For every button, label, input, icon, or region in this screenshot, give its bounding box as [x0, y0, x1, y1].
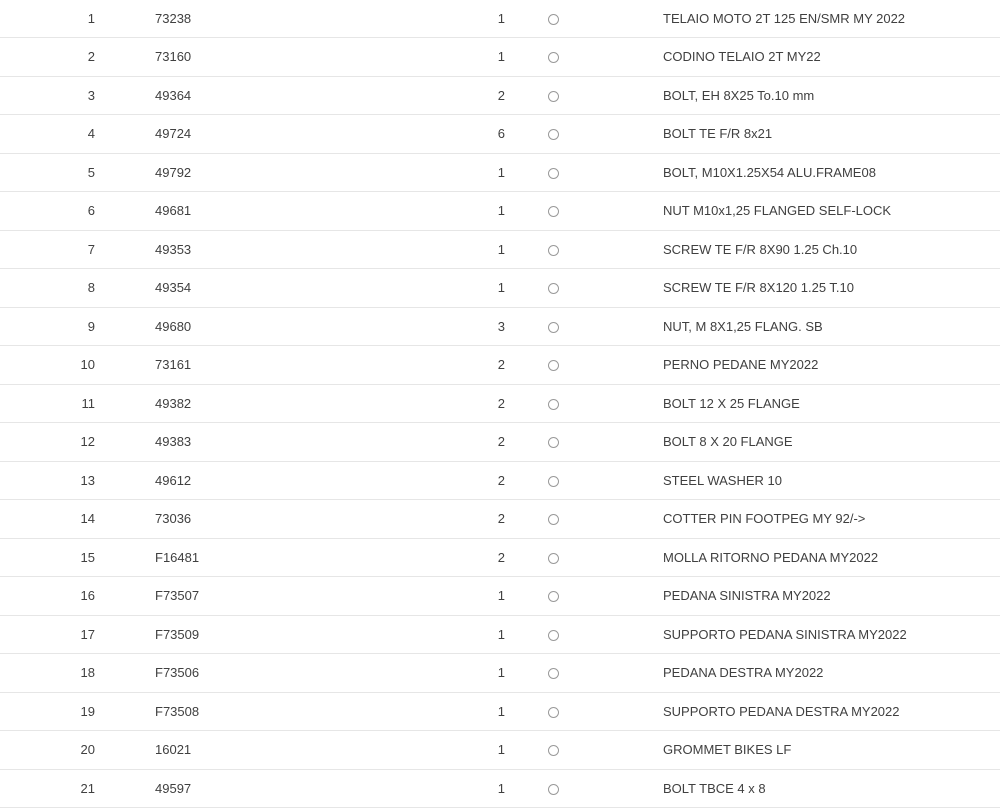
row-index: 9 [87, 318, 95, 334]
part-quantity: 1 [497, 241, 505, 257]
row-select-cell[interactable] [505, 307, 663, 346]
part-code: 49612 [155, 472, 192, 488]
row-index: 14 [80, 511, 95, 527]
table-row[interactable] [0, 654, 1000, 693]
part-quantity: 2 [497, 357, 505, 373]
part-code: F73506 [155, 665, 200, 681]
row-index: 3 [87, 87, 95, 103]
part-code: F16481 [155, 549, 200, 565]
row-index: 19 [80, 703, 95, 719]
part-description: BOLT, M10X1.25X54 ALU.FRAME08 [663, 164, 876, 180]
part-description: BOLT, EH 8X25 To.10 mm [663, 87, 815, 103]
radio-button-icon[interactable] [548, 514, 559, 525]
row-index: 10 [80, 357, 95, 373]
radio-button-icon[interactable] [548, 168, 559, 179]
row-index: 11 [81, 395, 95, 411]
part-description: COTTER PIN FOOTPEG MY 92/-> [663, 511, 866, 527]
radio-button-icon[interactable] [548, 707, 559, 718]
radio-button-icon[interactable] [548, 245, 559, 256]
radio-button-icon[interactable] [548, 283, 559, 294]
row-index: 20 [80, 742, 95, 758]
part-code: 73161 [155, 357, 192, 373]
radio-button-icon[interactable] [548, 553, 559, 564]
radio-button-icon[interactable] [548, 322, 559, 333]
table-row[interactable] [0, 692, 1000, 731]
part-code: 16021 [155, 742, 192, 758]
part-code: 49364 [155, 87, 192, 103]
part-description: NUT, M 8X1,25 FLANG. SB [663, 318, 823, 334]
part-description: NUT M10x1,25 FLANGED SELF-LOCK [663, 203, 892, 219]
row-index: 1 [87, 11, 95, 26]
radio-button-icon[interactable] [548, 476, 559, 487]
table-row[interactable] [0, 230, 1000, 269]
radio-button-icon[interactable] [548, 360, 559, 371]
part-code: 49383 [155, 434, 192, 450]
radio-button-icon[interactable] [548, 437, 559, 448]
part-code: 49681 [155, 203, 192, 219]
part-code: 49597 [155, 780, 192, 796]
row-index: 4 [87, 126, 95, 142]
part-quantity: 1 [497, 742, 505, 758]
row-select-cell[interactable] [505, 538, 663, 577]
part-code: 73036 [155, 511, 192, 527]
part-quantity: 3 [497, 318, 505, 334]
part-quantity: 2 [497, 434, 505, 450]
part-description: SCREW TE F/R 8X90 1.25 Ch.10 [663, 241, 858, 257]
row-select-cell[interactable] [505, 192, 663, 231]
part-quantity: 1 [497, 49, 505, 65]
part-description: TELAIO MOTO 2T 125 EN/SMR MY 2022 [663, 11, 906, 26]
part-code: 49724 [155, 126, 192, 142]
part-description: SUPPORTO PEDANA DESTRA MY2022 [663, 703, 900, 719]
table-row[interactable] [0, 269, 1000, 308]
part-quantity: 2 [497, 395, 505, 411]
row-select-cell[interactable] [505, 577, 663, 616]
row-index: 12 [80, 434, 95, 450]
part-quantity: 2 [497, 87, 505, 103]
row-index: 5 [87, 164, 95, 180]
radio-button-icon[interactable] [548, 399, 559, 410]
table-row[interactable] [0, 769, 1000, 808]
part-code: 73238 [155, 11, 192, 26]
radio-button-icon[interactable] [548, 129, 559, 140]
part-quantity: 2 [497, 511, 505, 527]
part-code: 49354 [155, 280, 192, 296]
row-select-cell[interactable] [505, 461, 663, 500]
row-index: 21 [80, 780, 95, 796]
table-row[interactable] [0, 615, 1000, 654]
row-select-cell[interactable] [505, 346, 663, 385]
part-quantity: 1 [497, 626, 505, 642]
part-quantity: 1 [497, 280, 505, 296]
row-select-cell[interactable] [505, 153, 663, 192]
part-quantity: 6 [497, 126, 505, 142]
part-code: 49382 [155, 395, 192, 411]
radio-button-icon[interactable] [548, 630, 559, 641]
part-code: F73507 [155, 588, 200, 604]
radio-button-icon[interactable] [548, 206, 559, 217]
row-index: 6 [87, 203, 95, 219]
table-row[interactable] [0, 153, 1000, 192]
row-select-cell[interactable] [505, 115, 663, 154]
row-index: 7 [87, 241, 95, 257]
radio-button-icon[interactable] [548, 91, 559, 102]
table-row[interactable] [0, 500, 1000, 539]
row-select-cell[interactable] [505, 731, 663, 770]
row-select-cell[interactable] [505, 384, 663, 423]
part-description: SUPPORTO PEDANA SINISTRA MY2022 [663, 626, 907, 642]
part-quantity: 1 [497, 11, 505, 26]
part-description: BOLT TBCE 4 x 8 [663, 780, 766, 796]
row-select-cell[interactable] [505, 38, 663, 77]
radio-button-icon[interactable] [548, 591, 559, 602]
table-row[interactable] [0, 538, 1000, 577]
row-index: 18 [80, 665, 95, 681]
part-code: 49792 [155, 164, 192, 180]
table-row[interactable] [0, 38, 1000, 77]
part-quantity: 1 [497, 665, 505, 681]
table-row[interactable] [0, 461, 1000, 500]
table-row[interactable] [0, 0, 1000, 38]
part-description: CODINO TELAIO 2T MY22 [663, 49, 821, 65]
part-quantity: 2 [497, 549, 505, 565]
radio-button-icon[interactable] [548, 784, 559, 795]
part-code: F73509 [155, 626, 200, 642]
radio-button-icon[interactable] [548, 14, 559, 25]
radio-button-icon[interactable] [548, 52, 559, 63]
part-quantity: 1 [497, 703, 505, 719]
row-index: 17 [80, 626, 95, 642]
row-select-cell[interactable] [505, 769, 663, 808]
row-select-cell[interactable] [505, 269, 663, 308]
part-code: 49353 [155, 241, 192, 257]
part-quantity: 2 [497, 472, 505, 488]
radio-button-icon[interactable] [548, 668, 559, 679]
part-description: BOLT 8 X 20 FLANGE [663, 434, 793, 450]
part-description: PEDANA SINISTRA MY2022 [663, 588, 831, 604]
row-select-cell[interactable] [505, 230, 663, 269]
part-quantity: 1 [497, 588, 505, 604]
table-row[interactable] [0, 307, 1000, 346]
row-index: 13 [80, 472, 95, 488]
table-row[interactable] [0, 731, 1000, 770]
row-index: 2 [87, 49, 95, 65]
table-row[interactable] [0, 423, 1000, 462]
part-description: GROMMET BIKES LF [663, 742, 792, 758]
row-index: 15 [80, 549, 95, 565]
table-row[interactable] [0, 384, 1000, 423]
part-description: BOLT 12 X 25 FLANGE [663, 395, 800, 411]
part-description: BOLT TE F/R 8x21 [663, 126, 773, 142]
row-index: 16 [80, 588, 95, 604]
part-description: SCREW TE F/R 8X120 1.25 T.10 [663, 280, 854, 296]
part-code: 49680 [155, 318, 192, 334]
part-code: F73508 [155, 703, 200, 719]
part-quantity: 1 [497, 780, 505, 796]
part-code: 73160 [155, 49, 192, 65]
row-select-cell[interactable] [505, 692, 663, 731]
row-select-cell[interactable] [505, 76, 663, 115]
part-description: PEDANA DESTRA MY2022 [663, 665, 824, 681]
row-select-cell[interactable] [505, 615, 663, 654]
radio-button-icon[interactable] [548, 745, 559, 756]
part-description: MOLLA RITORNO PEDANA MY2022 [663, 549, 879, 565]
table-row[interactable] [0, 577, 1000, 616]
table-row[interactable] [0, 115, 1000, 154]
part-quantity: 1 [497, 164, 505, 180]
row-select-cell[interactable] [505, 500, 663, 539]
part-description: STEEL WASHER 10 [663, 472, 782, 488]
table-row[interactable] [0, 346, 1000, 385]
row-index: 8 [87, 280, 95, 296]
row-select-cell[interactable] [505, 0, 663, 38]
row-select-cell[interactable] [505, 423, 663, 462]
table-row[interactable] [0, 76, 1000, 115]
table-row[interactable] [0, 192, 1000, 231]
row-select-cell[interactable] [505, 654, 663, 693]
part-quantity: 1 [497, 203, 505, 219]
part-description: PERNO PEDANE MY2022 [663, 357, 819, 373]
